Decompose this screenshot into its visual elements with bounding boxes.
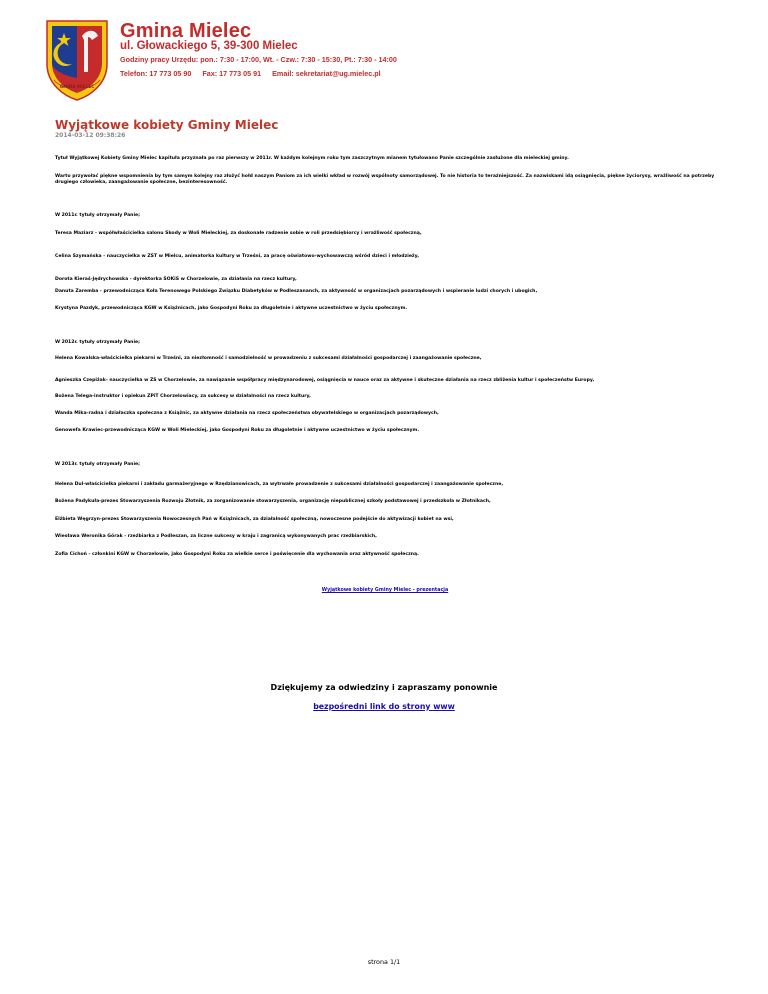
paragraph: Agnieszka Czepiżak- nauczycielka w ZS w Chorzelowie, za nawiązanie współpracy międzynarodowej, osiągnięcia w nauce oraz za aktywne i skuteczne działania na rzecz zbliżenia kultur i społeczeństw Europy, xyxy=(55,378,595,383)
paragraph: Helena Dul-właścicielka piekarni i zakładu garmażeryjnego w Rzędzianowicach, za wytrwałe prowadzenie z sukcesami działalności gospodarczej i zaangażowanie społeczne, xyxy=(55,482,504,487)
document-header xyxy=(0,0,768,110)
paragraph: Wanda Mika-radna i działaczka społeczna z Książnic, za aktywne działania na rzecz społeczeństwa obywatelskiego w organizacjach pozarządowych, xyxy=(55,411,439,416)
municipality-address: ul. Głowackiego 5, 39-300 Mielec xyxy=(120,40,298,52)
fax-text: Fax: 17 773 05 91 xyxy=(202,69,262,78)
paragraph: W 2011r. tytuły otrzymały Panie; xyxy=(55,213,140,218)
thanks-message: Dziękujemy za odwiedziny i zapraszamy ponownie xyxy=(270,683,498,692)
email-text: Email: sekretariat@ug.mielec.pl xyxy=(272,69,381,78)
presentation-link[interactable]: Wyjątkowe kobiety Gminy Mielec - prezentacja xyxy=(321,588,449,593)
municipality-name: Gmina Mielec xyxy=(120,20,252,42)
paragraph: Zofia Cichoń - członkini KGW w Chorzelowie, jako Gospodyni Roku za wielkie serce i poświęcenie dla wychowania oraz aktywność społeczną. xyxy=(55,552,419,557)
direct-link-container xyxy=(0,702,768,711)
paragraph: W 2013r. tytuły otrzymały Panie; xyxy=(55,462,140,467)
contact-line xyxy=(120,69,390,78)
paragraph: Dorota Kieraś-Jędrychowska - dyrektorka SOKiS w Chorzelowie, za działania na rzecz kultury, xyxy=(55,277,297,282)
paragraph: Elżbieta Węgrzyn-prezes Stowarzyszenia Nowoczesnych Pań w Książnicach, za działalność społeczną, nowoczesne podejście do aktywizacji kobiet na wsi, xyxy=(55,517,454,522)
paragraph: Celina Szymańska - nauczycielka w ZST w Mielcu, animatorka kultury w Trześni, za pracę oświatowo-wychowawczą wśród dzieci i młodzieży, xyxy=(55,254,419,259)
paragraph: Bożena Telega-instruktor i opiekun ZPiT Chorzelowiacy, za sukcesy w działalności na rzecz kultury, xyxy=(55,394,311,399)
office-hours: Godziny pracy Urzędu: pon.: 7:30 - 17:00, Wt. - Czw.: 7:30 - 15:30, Pt.: 7:30 - 14:00 xyxy=(120,55,397,64)
article-date: 2014-03-12 09:38:26 xyxy=(55,132,126,139)
paragraph: Teresa Maziarz - współwłaścicielka salonu Skody w Woli Mieleckiej, za doskonałe radzenie sobie w roli przedsiębiorcy i wrażliwość społeczną, xyxy=(55,231,422,236)
phone-text: Telefon: 17 773 05 90 xyxy=(120,69,192,78)
page-number: strona 1/1 xyxy=(367,958,401,966)
paragraph: Bożena Padykuła-prezes Stowarzyszenia Rozwoju Złotnik, za zorganizowanie stowarzyszenia, organizację niepublicznej szkoły podstawowej i przedszkola w Złotnikach, xyxy=(55,499,491,504)
coat-of-arms-logo xyxy=(44,18,110,102)
paragraph: Helena Kowalska-właścicielka piekarni w Trześni, za niezłomność i samodzielność w prowadzeniu z sukcesami działalności gospodarczej i zaangażowanie społeczne, xyxy=(55,356,482,361)
paragraph: Krystyna Pazdyk, przewodnicząca KGW w Książnicach, jako Gospodyni Roku za długoletnie i aktywne uczestnictwo w życiu społecznym. xyxy=(55,306,408,311)
direct-link[interactable]: bezpośredni link do strony www xyxy=(313,702,455,711)
paragraph: Warto przywołać piękne wspomnienia by tym samym kolejny raz złożyć hołd naszym Paniom za ich wielki wkład w rozwój wspólnoty samorządowej. To nie historia to teraźniejszość. Za nazwiskami idą osiągnięcia, piękne życiorysy, wrażliwość na potrzeby drugiego człowieka, zaangażowanie społeczne, bezinteresowność. xyxy=(55,174,715,185)
paragraph: Danuta Zaremba - przewodnicząca Koła Terenowego Polskiego Związku Diabetyków w Podleszananch, za aktywność w organizacjach pozarządowych i wspieranie ludzi chorych i ubogich, xyxy=(55,289,538,294)
paragraph: Wiesława Weronika Górak - rzeźbiarka z Podleszan, za liczne sukcesy w kraju i zagranicą wykonywanych prac rzeźbiarskich, xyxy=(55,534,377,539)
article-title: Wyjątkowe kobiety Gminy Mielec xyxy=(55,118,279,132)
presentation-link-container xyxy=(55,588,715,594)
paragraph: Tytuł Wyjątkowej Kobiety Gminy Mielec kapituła przyznała po raz pierwszy w 2011r. W każdym kolejnym roku tym zaszczytnym mianem tytułowano Panie szczególnie zasłużone dla mieleckiej gminy. xyxy=(55,156,569,161)
crest-label: GMINA MIELEC xyxy=(59,84,95,89)
paragraph: Genowefa Krawiec-przewodnicząca KGW w Woli Mieleckiej, jako Gospodyni Roku za długoletnie i aktywne uczestnictwo w życiu społecznym. xyxy=(55,428,420,433)
paragraph: W 2012r. tytuły otrzymały Panie; xyxy=(55,340,140,345)
